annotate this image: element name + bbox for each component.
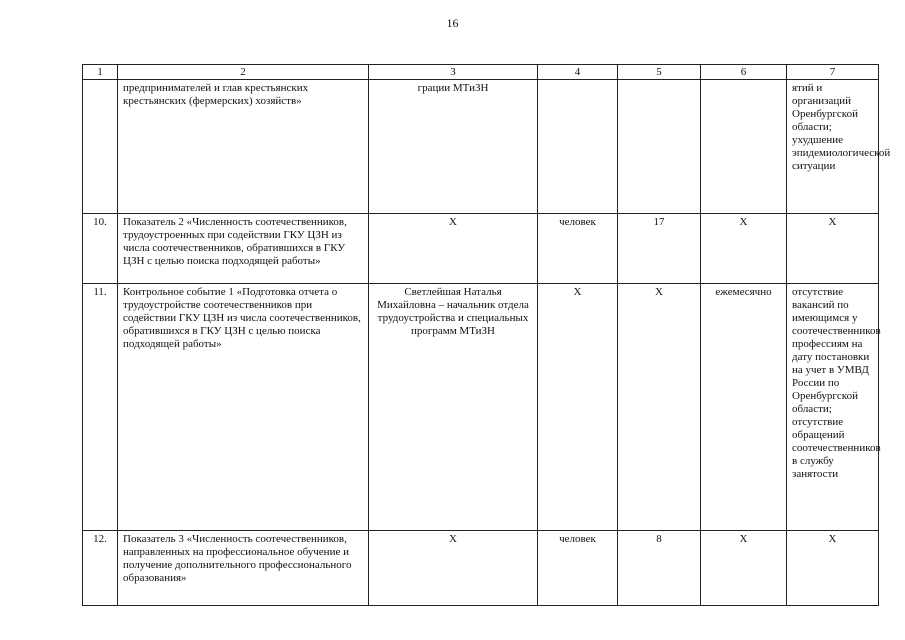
row-value: 17 [618,214,701,284]
header-cell: 1 [83,65,118,80]
row-period: Х [701,214,787,284]
row-number: 12. [83,531,118,606]
header-cell: 7 [787,65,879,80]
row-responsible: грации МТиЗН [369,80,538,214]
row-risks: отсутствие вакансий по имеющимся у соотечественников профессиям на дату постановки на учет в УМВД России по Оренбургской области; отсутствие обращений соотечественников в службу занятости [787,284,879,531]
row-name: предпринимателей и глав крестьянских крестьянских (фермерских) хозяйств» [118,80,369,214]
row-number [83,80,118,214]
row-name: Показатель 3 «Численность соотечественников, направленных на профессиональное обучение и получение дополнительного профессионального образования» [118,531,369,606]
table-row [83,531,879,606]
row-value: 8 [618,531,701,606]
row-unit [538,80,618,214]
row-responsible: Светлейшая Наталья Михайловна – начальник отдела трудоустройства и специальных программ МТиЗН [369,284,538,531]
row-unit: человек [538,214,618,284]
row-period: Х [701,531,787,606]
row-value: Х [618,284,701,531]
row-number: 10. [83,214,118,284]
page-number: 16 [446,16,459,30]
row-name: Показатель 2 «Численность соотечественников, трудоустроенных при содействии ГКУ ЦЗН из числа соотечественников, обратившихся в ГКУ ЦЗН с целью поиска подходящей работы» [118,214,369,284]
header-cell: 3 [369,65,538,80]
row-period: ежемесячно [701,284,787,531]
table-row [83,80,879,214]
table-row [83,284,879,531]
header-cell: 2 [118,65,369,80]
row-responsible: Х [369,531,538,606]
row-number: 11. [83,284,118,531]
row-risks: Х [787,214,879,284]
row-risks: ятий и организаций Оренбургской области; ухудшение эпидемиологической ситуации [787,80,879,214]
row-value [618,80,701,214]
row-unit: человек [538,531,618,606]
header-cell: 6 [701,65,787,80]
row-risks: Х [787,531,879,606]
row-responsible: Х [369,214,538,284]
header-cell: 4 [538,65,618,80]
table-row [83,214,879,284]
row-name: Контрольное событие 1 «Подготовка отчета о трудоустройстве соотечественников при содействии ГКУ ЦЗН из числа соотечественников, обратившихся в ГКУ ЦЗН с целью поиска подходящей работы» [118,284,369,531]
row-unit: Х [538,284,618,531]
header-row [83,65,879,80]
header-cell: 5 [618,65,701,80]
plan-table [82,64,891,606]
row-period [701,80,787,214]
